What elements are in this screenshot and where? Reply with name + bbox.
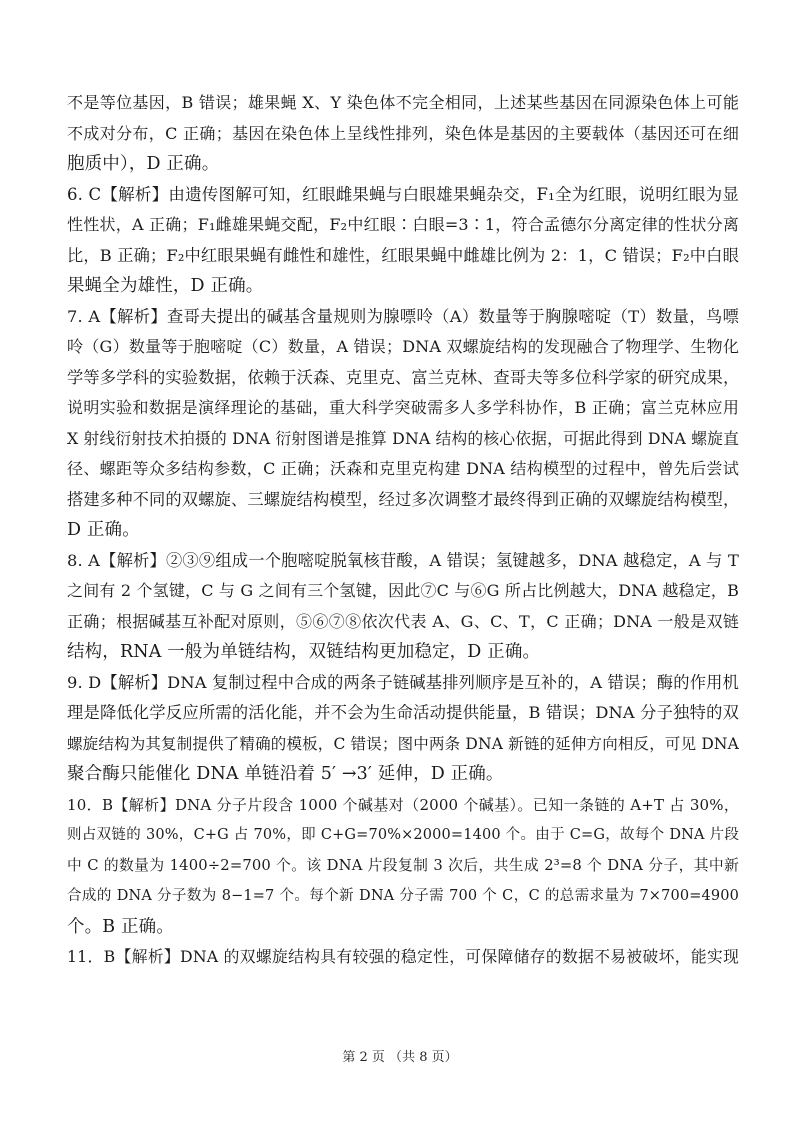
text-line: 11．B【解析】DNA 的双螺旋结构具有较强的稳定性，可保障储存的数据不易被破坏，能实现 [67, 947, 739, 966]
text-line: X 射线衍射技术拍摄的 DNA 衍射图谱是推算 DNA 结构的核心依据，可据此得到 DNA 螺旋直 [67, 428, 739, 448]
text-line: 搭建多种不同的双螺旋、三螺旋结构模型，经过多次调整才最终得到正确的双螺旋结构模型， [67, 489, 740, 509]
text-line: 合成的 DNA 分子数为 8−1=7 个。每个新 DNA 分子需 700 个 C，C 的总需求量为 7×700=4900 [67, 888, 739, 904]
page-footer: 第 2 页 （共 8 页） [342, 1050, 458, 1065]
answer-text-body [67, 88, 739, 973]
text-line: 9. D【解析】DNA 复制过程中合成的两条子链碱基排列顺序是互补的，A 错误；酶的作用机 [67, 672, 739, 692]
text-line: 结构，RNA 一般为单链结构，双链结构更加稳定，D 正确。 [67, 642, 541, 662]
text-line: 个。B 正确。 [67, 916, 174, 937]
text-line: D 正确。 [67, 520, 140, 540]
text-line: 径、螺距等众多结构参数，C 正确；沃森和克里克构建 DNA 结构模型的过程中，曾先后尝试 [67, 459, 739, 478]
text-line: 不是等位基因，B 错误；雄果蝇 X、Y 染色体不完全相同，上述某些基因在同源染色体上可能 [67, 93, 739, 112]
text-line: 性性状，A 正确；F₁雌雄果蝇交配，F₂中红眼∶白眼=3∶1，符合孟德尔分离定律的性状分离 [67, 215, 739, 234]
text-line: 说明实验和数据是演绎理论的基础，重大科学突破需多人多学科协作，B 正确；富兰克林应用 [67, 398, 739, 417]
text-line: 8. A【解析】②③⑨组成一个胞嘧啶脱氧核苷酸，A 错误；氢键越多，DNA 越稳定，A 与 T [67, 550, 739, 570]
text-line: 之间有 2 个氢键，C 与 G 之间有三个氢键，因此⑦C 与⑥G 所占比例越大，DNA 越稳定，B [67, 581, 739, 600]
text-line: 学等多学科的实验数据，依赖于沃森、克里克、富兰克林、查哥夫等多位科学家的研究成果， [67, 367, 740, 387]
text-line: 理是降低化学反应所需的活化能，并不会为生命活动提供能量，B 错误；DNA 分子独特的双 [67, 703, 739, 722]
text-line: 10．B【解析】DNA 分子片段含 1000 个碱基对（2000 个碱基）。已知一条链的 A+T 占 30%， [67, 795, 739, 814]
text-line: 6. C【解析】由遗传图解可知，红眼雌果蝇与白眼雄果蝇杂交，F₁全为红眼，说明红眼为显 [67, 184, 739, 204]
text-line: 胞质中），D 正确。 [67, 154, 220, 174]
text-line: 不成对分布，C 正确；基因在染色体上呈线性排列，染色体是基因的主要载体（基因还可在细 [67, 123, 739, 143]
text-line: 螺旋结构为其复制提供了精确的模板，C 错误；图中两条 DNA 新链的延伸方向相反，可见 DNA [67, 734, 739, 753]
text-line: 聚合酶只能催化 DNA 单链沿着 5′ →3′ 延伸，D 正确。 [67, 764, 504, 784]
text-line: 中 C 的数量为 1400÷2=700 个。该 DNA 片段复制 3 次后，共生成 2³=8 个 DNA 分子，其中新 [67, 856, 739, 874]
text-line: 正确；根据碱基互补配对原则，⑤⑥⑦⑧依次代表 A、G、C、T，C 正确；DNA 一般是双链 [67, 611, 739, 631]
text-line: 呤（G）数量等于胞嘧啶（C）数量，A 错误；DNA 双螺旋结构的发现融合了物理学、生物化 [67, 337, 739, 356]
text-line: 比，B 正确；F₂中红眼果蝇有雌性和雄性，红眼果蝇中雌雄比例为 2：1，C 错误；F₂中白眼 [67, 245, 739, 265]
text-line: 则占双链的 30%，C+G 占 70%，即 C+G=70%×2000=1400 个。由于 C=G，故每个 DNA 片段 [67, 827, 739, 843]
text-line: 7. A【解析】查哥夫提出的碱基含量规则为腺嘌呤（A）数量等于胸腺嘧啶（T）数量，鸟嘌 [67, 306, 739, 326]
text-line: 果蝇全为雄性，D 正确。 [67, 276, 264, 296]
